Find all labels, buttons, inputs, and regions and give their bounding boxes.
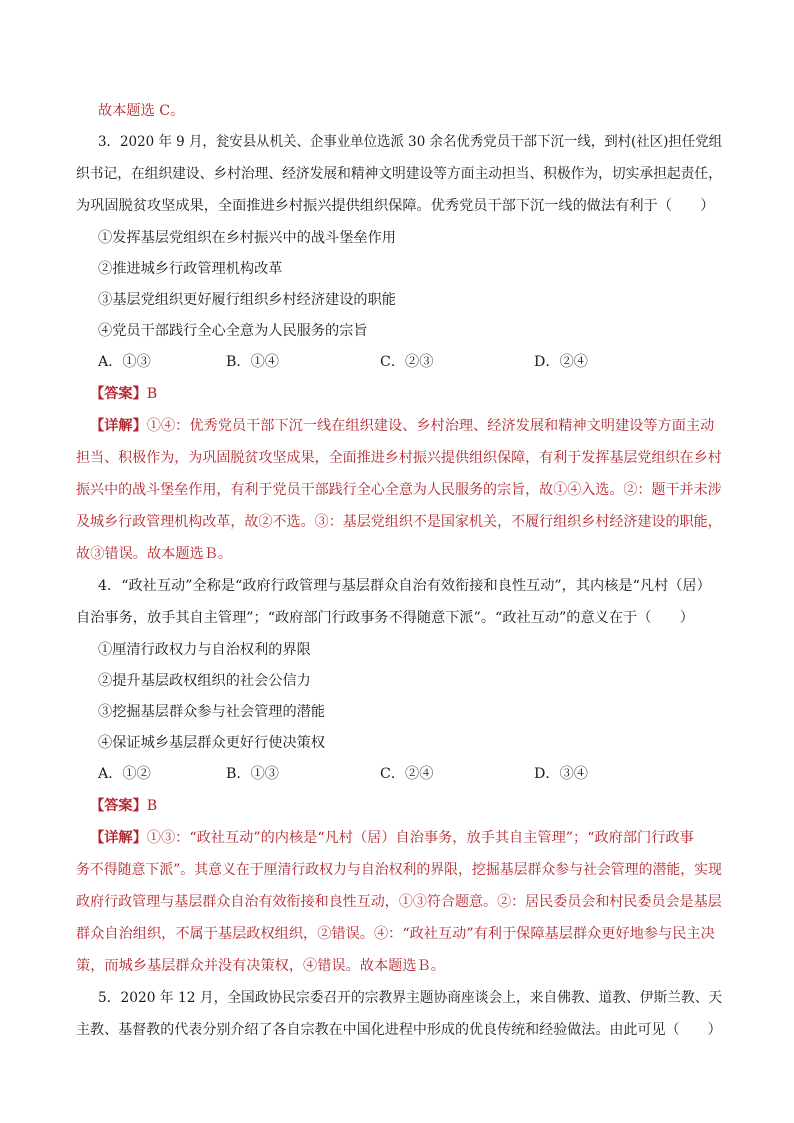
detail-text: ①③：“政社互动”的内核是“凡村（居）自治事务，放手其自主管理”；“政府部门行政事 [146, 830, 694, 846]
q4-detail-line [90, 828, 694, 848]
q3-stem-line: 为巩固脱贫攻坚成果，全面推进乡村振兴提供组织保障。优秀党员干部下沉一线的做法有利于（ ） [76, 198, 715, 214]
q3-answer [90, 384, 157, 404]
q4-stem-line: 自治事务，放手其自主管理”；“政府部门行政事务不得随意下派”。“政社互动”的意义在于（ ） [76, 610, 694, 626]
q4-answer [90, 796, 157, 816]
q3-detail-line: 及城乡行政管理机构改革，故②不选。③：基层党组织不是国家机关，不履行组织乡村经济建设的职能， [76, 514, 722, 530]
q3-statement: ④党员干部践行全心全意为人民服务的宗旨 [98, 323, 368, 339]
q3-detail-line: 担当、积极作为，为巩固脱贫攻坚成果，全面推进乡村振兴提供组织保障，有利于发挥基层党组织在乡村 [76, 450, 722, 466]
detail-text: ①④：优秀党员干部下沉一线在组织建设、乡村治理、经济发展和精神文明建设等方面主动 [146, 418, 715, 434]
q4-detail-line: 务不得随意下派”。其意义在于厘清行政权力与自治权利的界限，挖掘基层群众参与社会管理的潜能，实现 [76, 862, 722, 878]
q5-stem-line: 5．2020 年 12 月，全国政协民宗委召开的宗教界主题协商座谈会上，来自佛教、道教、伊斯兰教、天 [98, 990, 723, 1006]
detail-label: 【详解】 [90, 418, 147, 434]
q3-option-a: A．①③ [98, 354, 151, 370]
q4-detail-line: 群众自治组织，不属于基层政权组织，②错误。④：“政社互动”有利于保障基层群众更好地参与民主决 [76, 926, 715, 942]
q3-detail-line: 振兴中的战斗堡垒作用，有利于党员干部践行全心全意为人民服务的宗旨，故①④入选。②：题干并未涉 [76, 482, 722, 498]
q4-option-c: C．②④ [380, 766, 434, 782]
q4-statement: ④保证城乡基层群众更好行使决策权 [98, 735, 326, 751]
answer-value: B [146, 798, 158, 814]
q3-statement: ①发挥基层党组织在乡村振兴中的战斗堡垒作用 [98, 230, 396, 246]
q3-detail-line: 故③错误。故本题选Ｂ。 [76, 546, 233, 562]
q4-option-d: D．③④ [534, 766, 588, 782]
q4-stem-line: 4．“政社互动”全称是“政府行政管理与基层群众自治有效衔接和良性互动”，其内核是“凡村（居） [98, 578, 711, 594]
q3-stem-line: 3．2020 年 9 月，瓮安县从机关、企事业单位选派 30 余名优秀党员干部下沉一线，到村(社区)担任党组 [98, 134, 723, 150]
q4-option-b: B．①③ [226, 766, 279, 782]
q3-option-d: D．②④ [534, 354, 588, 370]
q3-statement: ②推进城乡行政管理机构改革 [98, 261, 283, 277]
q3-detail-line [90, 416, 714, 436]
q2-conclusion: 故本题选 C。 [98, 103, 185, 119]
q3-stem-line: 织书记，在组织建设、乡村治理、经济发展和精神文明建设等方面主动担当、积极作为，切实承担起责任， [76, 166, 722, 182]
answer-label: 【答案】 [90, 798, 147, 814]
q3-option-c: C．②③ [380, 354, 434, 370]
q4-detail-line: 政府行政管理与基层群众自治有效衔接和良性互动，①③符合题意。②：居民委员会和村民委员会是基层 [76, 894, 722, 910]
answer-value: B [146, 386, 158, 402]
q4-statement: ①厘清行政权力与自治权利的界限 [98, 642, 311, 658]
q5-stem-line: 主教、基督教的代表分别介绍了各自宗教在中国化进程中形成的优良传统和经验做法。由此可见（ ） [76, 1022, 722, 1038]
q4-statement: ③挖掘基层群众参与社会管理的潜能 [98, 704, 326, 720]
detail-label: 【详解】 [90, 830, 147, 846]
q4-detail-line: 策，而城乡基层群众并没有决策权，④错误。故本题选Ｂ。 [76, 958, 445, 974]
q4-statement: ②提升基层政权组织的社会公信力 [98, 673, 311, 689]
q4-option-a: A．①② [98, 766, 151, 782]
q3-statement: ③基层党组织更好履行组织乡村经济建设的职能 [98, 292, 396, 308]
q3-option-b: B．①④ [226, 354, 279, 370]
answer-label: 【答案】 [90, 386, 147, 402]
